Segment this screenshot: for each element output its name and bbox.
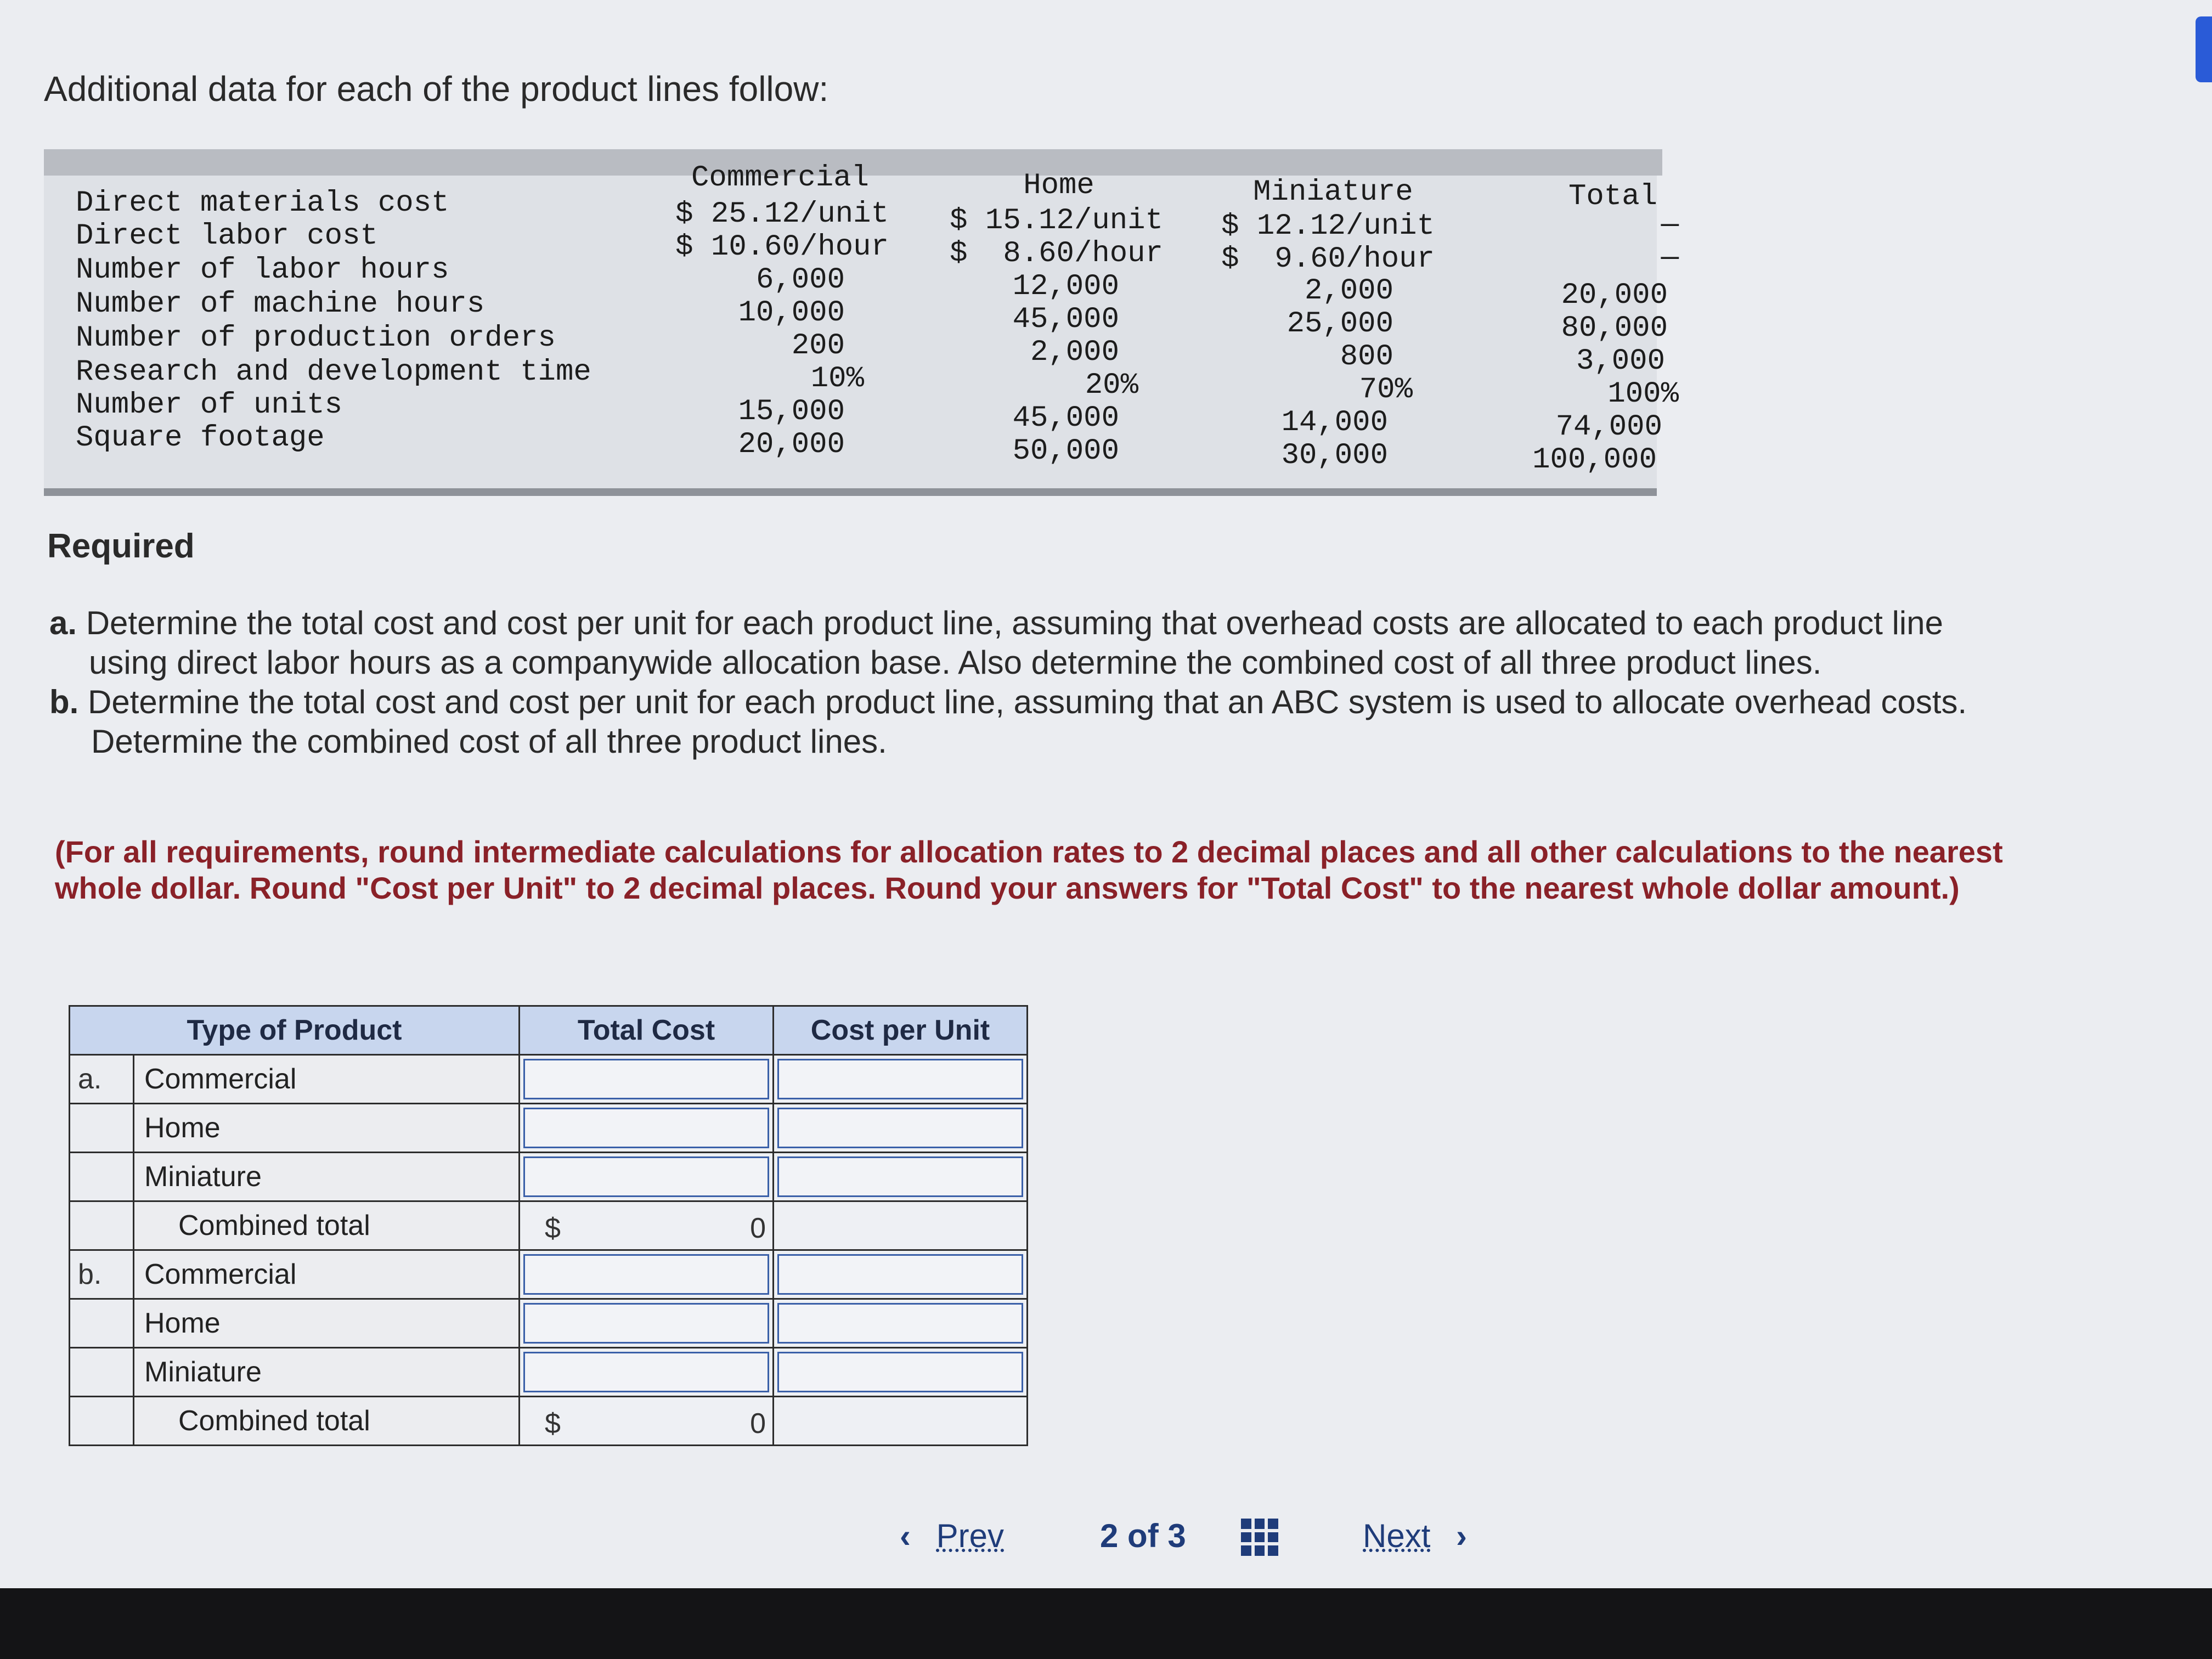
cell-miniature-materials: $ 12.12/unit — [1221, 210, 1435, 243]
cell-home-units: 45,000 — [1012, 402, 1119, 435]
header-cost-per-unit: Cost per Unit — [774, 1006, 1028, 1055]
side-accent-tab — [2196, 16, 2212, 82]
cell-commercial-machine-hours: 10,000 — [738, 296, 845, 330]
input-a-home-per-unit[interactable] — [774, 1104, 1028, 1153]
col-head-miniature: Miniature — [1253, 176, 1413, 209]
cell-home-sqft: 50,000 — [1012, 435, 1119, 468]
chevron-right-icon: › — [1456, 1517, 1468, 1554]
label-a-combined-total: Combined total — [134, 1201, 520, 1250]
cell-commercial-research: 10% — [810, 362, 864, 396]
part-a-letter: a. — [70, 1055, 134, 1104]
required-heading: Required — [47, 527, 195, 565]
label-a-commercial: Commercial — [134, 1055, 520, 1104]
cell-home-orders: 2,000 — [1030, 336, 1119, 369]
label-a-miniature: Miniature — [134, 1153, 520, 1201]
cell-total-labor-hours: 20,000 — [1561, 279, 1668, 312]
currency-symbol: $ — [545, 1408, 561, 1440]
cell-total-units: 74,000 — [1555, 410, 1662, 444]
requirement-b-line1: Determine the total cost and cost per unit for each product line, assuming that an ABC system is used to allocate overhead costs. — [88, 684, 1967, 720]
label-b-commercial: Commercial — [134, 1250, 520, 1299]
cell-home-machine-hours: 45,000 — [1012, 303, 1119, 336]
prev-label: Prev — [936, 1517, 1005, 1554]
row-b-miniature — [70, 1348, 1028, 1397]
cell-total-orders: 3,000 — [1576, 345, 1665, 378]
cell-commercial-labor: $ 10.60/hour — [675, 230, 889, 264]
cell-miniature-units: 14,000 — [1281, 406, 1388, 439]
input-b-home-per-unit[interactable] — [774, 1299, 1028, 1348]
row-label-square-footage: Square footage — [76, 421, 325, 455]
next-button[interactable] — [1363, 1517, 1467, 1555]
value-a-combined-total — [520, 1201, 774, 1250]
chevron-left-icon: ‹ — [900, 1517, 911, 1554]
cell-home-labor: $ 8.60/hour — [950, 237, 1163, 270]
cell-total-machine-hours: 80,000 — [1561, 312, 1668, 345]
label-a-home: Home — [134, 1104, 520, 1153]
row-label-direct-materials: Direct materials cost — [76, 187, 449, 220]
header-type-of-product: Type of Product — [70, 1006, 520, 1055]
cell-total-sqft: 100,000 — [1532, 443, 1657, 477]
cell-total-research: 100% — [1607, 377, 1679, 411]
cell-home-labor-hours: 12,000 — [1012, 270, 1119, 303]
cell-miniature-research: 70% — [1359, 373, 1413, 407]
cell-home-research: 20% — [1085, 369, 1138, 402]
input-b-miniature-total[interactable] — [520, 1348, 774, 1397]
combined-b-value: 0 — [750, 1408, 766, 1440]
label-b-miniature: Miniature — [134, 1348, 520, 1397]
row-b-home — [70, 1299, 1028, 1348]
row-label-direct-labor: Direct labor cost — [76, 219, 378, 253]
requirement-a-line1: Determine the total cost and cost per unit for each product line, assuming that overhead costs are allocated to each product line — [86, 605, 1944, 641]
label-b-combined-total: Combined total — [134, 1397, 520, 1446]
cell-commercial-sqft: 20,000 — [738, 428, 845, 461]
col-head-commercial: Commercial — [691, 161, 870, 195]
input-b-commercial-per-unit[interactable] — [774, 1250, 1028, 1299]
row-a-commercial — [70, 1055, 1028, 1104]
value-b-combined-per-unit — [774, 1397, 1028, 1446]
value-b-combined-total — [520, 1397, 774, 1446]
input-b-miniature-per-unit[interactable] — [774, 1348, 1028, 1397]
answer-table — [69, 1005, 1028, 1446]
row-label-labor-hours: Number of labor hours — [76, 253, 449, 287]
cell-total-labor: — — [1661, 241, 1679, 275]
row-label-units: Number of units — [76, 388, 343, 422]
cell-commercial-orders: 200 — [791, 329, 845, 363]
cell-home-materials: $ 15.12/unit — [950, 204, 1163, 238]
input-b-home-total[interactable] — [520, 1299, 774, 1348]
value-a-combined-per-unit — [774, 1201, 1028, 1250]
combined-a-value: 0 — [750, 1212, 766, 1244]
cell-miniature-sqft: 30,000 — [1281, 439, 1388, 472]
cell-miniature-labor-hours: 2,000 — [1304, 274, 1393, 308]
product-data-table — [44, 149, 1679, 506]
input-a-commercial-total[interactable] — [520, 1055, 774, 1104]
input-a-commercial-per-unit[interactable] — [774, 1055, 1028, 1104]
cell-commercial-units: 15,000 — [738, 395, 845, 428]
requirement-b — [49, 682, 1967, 722]
row-label-research-time: Research and development time — [76, 356, 591, 389]
row-label-machine-hours: Number of machine hours — [76, 287, 485, 321]
col-head-total: Total — [1568, 180, 1658, 213]
page-position: 2 of 3 — [1100, 1517, 1186, 1554]
currency-symbol: $ — [545, 1212, 561, 1244]
row-a-home — [70, 1104, 1028, 1153]
input-a-miniature-per-unit[interactable] — [774, 1153, 1028, 1201]
intro-text: Additional data for each of the product lines follow: — [44, 69, 829, 109]
requirement-b-letter: b. — [49, 684, 79, 720]
input-b-commercial-total[interactable] — [520, 1250, 774, 1299]
label-b-home: Home — [134, 1299, 520, 1348]
row-b-combined — [70, 1397, 1028, 1446]
cell-commercial-materials: $ 25.12/unit — [675, 198, 889, 231]
requirement-a — [49, 603, 1943, 643]
cell-miniature-labor: $ 9.60/hour — [1221, 242, 1435, 276]
cell-total-materials: — — [1661, 208, 1679, 242]
answer-header-row — [70, 1006, 1028, 1055]
requirement-a-line2: using direct labor hours as a companywide allocation base. Also determine the combined cost of all three product lines. — [89, 644, 1822, 681]
col-head-home: Home — [1023, 169, 1094, 202]
cell-miniature-orders: 800 — [1340, 340, 1393, 374]
rounding-instructions: (For all requirements, round intermediate calculations for allocation rates to 2 decimal places and all other calculations to the nearest whole dollar. Round "Cost per Unit" to 2 decimal places. Round your answers for "Total Cost" to the nearest whole dollar amount.) — [55, 834, 2003, 905]
requirement-a-letter: a. — [49, 605, 77, 641]
row-b-commercial — [70, 1250, 1028, 1299]
row-a-combined — [70, 1201, 1028, 1250]
cell-commercial-labor-hours: 6,000 — [755, 263, 845, 297]
prev-button[interactable] — [900, 1517, 1004, 1555]
table-bottom-rule — [44, 488, 1657, 496]
requirement-b-line2: Determine the combined cost of all three product lines. — [91, 723, 887, 760]
screen-bezel — [0, 1588, 2212, 1659]
next-label: Next — [1363, 1517, 1431, 1554]
grid-icon[interactable] — [1241, 1519, 1278, 1556]
row-a-miniature — [70, 1153, 1028, 1201]
input-a-home-total[interactable] — [520, 1104, 774, 1153]
row-label-production-orders: Number of production orders — [76, 321, 556, 355]
header-total-cost: Total Cost — [520, 1006, 774, 1055]
part-b-letter: b. — [70, 1250, 134, 1299]
input-a-miniature-total[interactable] — [520, 1153, 774, 1201]
cell-miniature-machine-hours: 25,000 — [1286, 307, 1393, 341]
